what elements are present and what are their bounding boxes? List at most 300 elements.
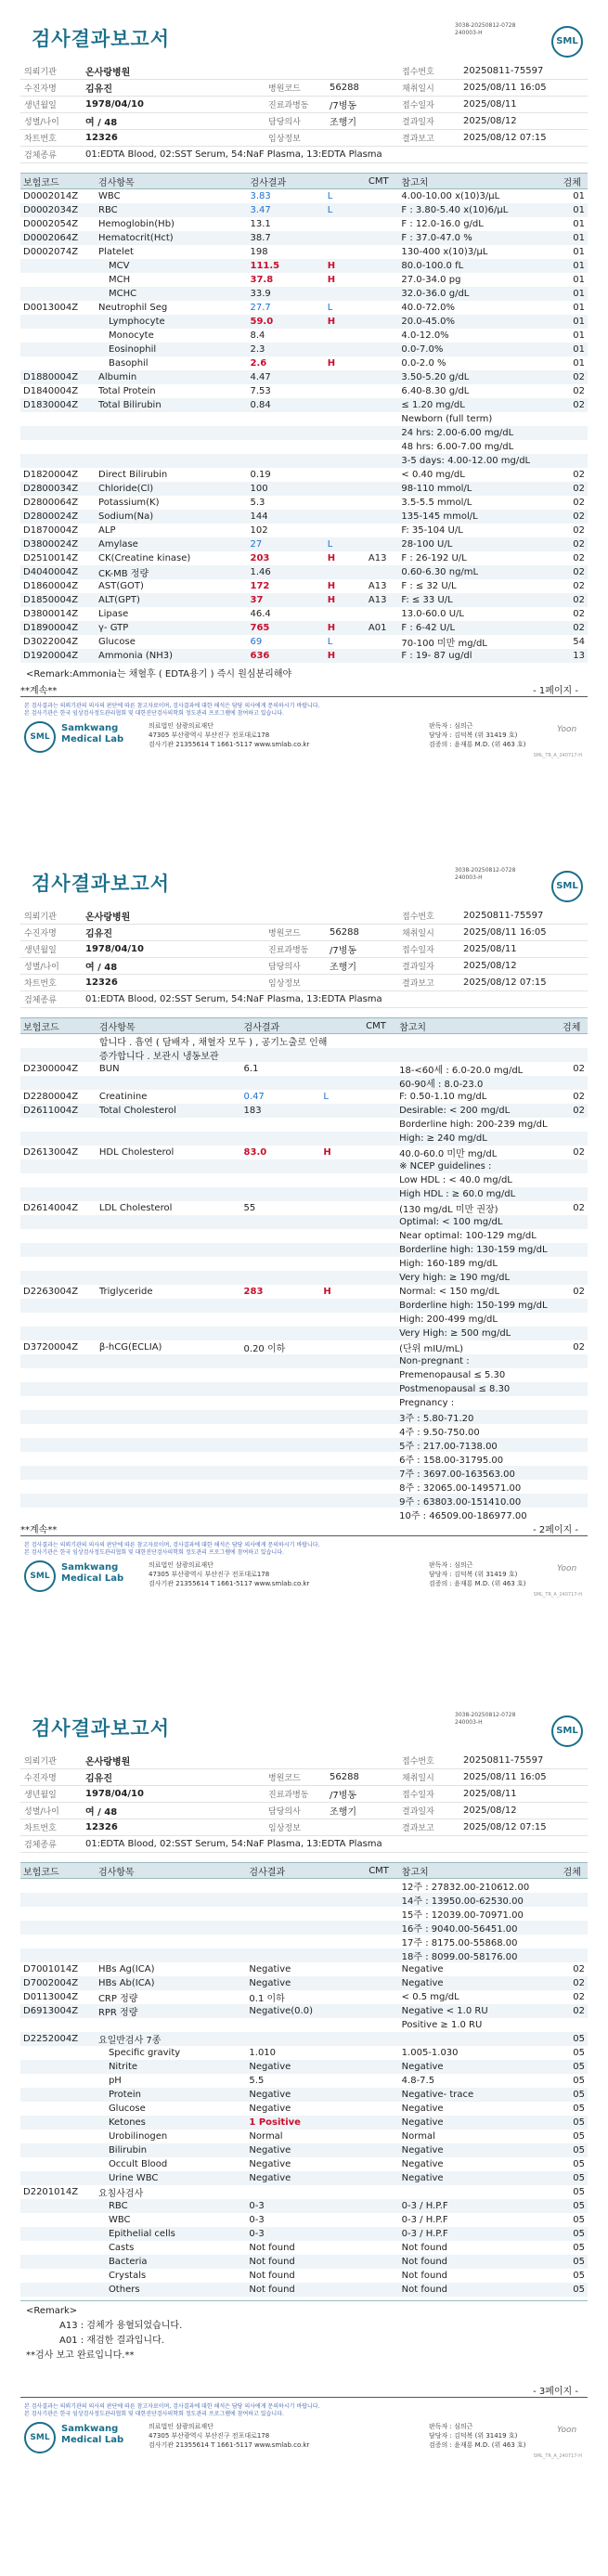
test-code xyxy=(20,1368,97,1382)
test-name: Protein xyxy=(96,2088,246,2102)
test-code: D4040004Z xyxy=(20,565,96,579)
test-result xyxy=(241,1215,321,1229)
specimen-code xyxy=(560,1396,588,1410)
test-code xyxy=(20,1907,96,1921)
result-comment xyxy=(366,398,399,412)
reference-range: F: 35-104 U/L xyxy=(401,525,463,536)
reference-range: 4.0-12.0% xyxy=(401,330,449,341)
test-result: Negative xyxy=(249,2104,291,2114)
result-comment xyxy=(363,1215,396,1229)
table-row xyxy=(20,1187,588,1201)
result-comment xyxy=(363,1076,396,1090)
page-number: **계속** - 2페이지 - xyxy=(20,1521,588,1536)
result-flag xyxy=(326,2241,367,2255)
specimen-code: 05 xyxy=(561,2088,588,2102)
test-code xyxy=(20,1229,97,1243)
reference-range: Negative xyxy=(399,2143,561,2157)
reference-range: 0.0-7.0% xyxy=(398,343,560,356)
result-flag: L xyxy=(323,1092,329,1102)
result-comment xyxy=(366,217,399,231)
test-code xyxy=(20,2283,96,2297)
test-result: Not found xyxy=(249,2271,295,2281)
result-flag xyxy=(326,2283,367,2297)
test-code: D2263004Z xyxy=(23,1287,79,1297)
result-flag xyxy=(325,343,366,356)
form-code: SML_TR_A_240717-H xyxy=(533,1592,582,1598)
test-result: 1 Positive xyxy=(246,2116,325,2129)
result-flag xyxy=(326,2004,367,2018)
reference-range: Pregnancy : xyxy=(399,1398,455,1408)
test-name xyxy=(96,1893,246,1907)
specimen-code xyxy=(560,1452,588,1466)
result-comment xyxy=(366,482,399,496)
test-name xyxy=(97,1424,241,1438)
table-row xyxy=(20,2199,588,2213)
reference-range: F: 0.50-1.10 mg/dL xyxy=(399,1092,487,1102)
specimen-code: 02 xyxy=(573,1342,585,1353)
specimen-code: 02 xyxy=(561,370,588,384)
test-code: D7002004Z xyxy=(20,1976,96,1990)
result-flag: L xyxy=(327,637,333,647)
result-comment xyxy=(366,426,399,440)
specimen-code: 05 xyxy=(573,2187,585,2197)
specimen-code: 01 xyxy=(561,231,588,245)
test-result xyxy=(241,1229,321,1243)
table-row xyxy=(20,524,588,537)
specimen-code xyxy=(561,426,588,440)
test-result: Negative xyxy=(246,2171,325,2185)
table-row xyxy=(20,2060,588,2074)
result-comment xyxy=(366,231,399,245)
result-comment xyxy=(366,454,399,468)
reference-range: 3-5 days: 4.00-12.00 mg/dL xyxy=(398,454,560,468)
specimen-code: 01 xyxy=(573,275,585,285)
result-comment xyxy=(366,1879,398,1894)
test-result xyxy=(241,1299,321,1313)
specimen-code: 02 xyxy=(561,510,588,524)
reference-range: 80.0-100.0 fL xyxy=(398,259,560,273)
test-result: 0.1 이하 xyxy=(249,1994,285,2004)
test-name: LDL Cholesterol xyxy=(98,1203,173,1213)
result-flag: L xyxy=(325,537,366,551)
table-row xyxy=(20,1062,588,1076)
table-row xyxy=(20,1118,588,1132)
result-comment xyxy=(366,1893,398,1907)
table-row xyxy=(20,1132,588,1146)
table-row xyxy=(20,2213,588,2227)
table-row xyxy=(20,2241,588,2255)
test-name xyxy=(97,1299,241,1313)
table-row xyxy=(20,1907,588,1921)
reference-range: Normal xyxy=(401,2131,435,2142)
reference-range: F : 26-192 U/L xyxy=(401,553,467,563)
result-flag xyxy=(325,426,366,440)
test-result: Negative xyxy=(246,2143,325,2157)
test-name xyxy=(97,1257,241,1271)
reference-range: 3.50-5.20 g/dL xyxy=(398,370,560,384)
test-result xyxy=(247,440,324,454)
test-result: 3.83 xyxy=(250,191,271,201)
test-name: RBC xyxy=(96,203,247,217)
remark-continued: 합니다 . 흡연 ( 담배자 , 채혈자 모두 ) , 공기노출로 인해 xyxy=(98,1038,328,1048)
test-code xyxy=(20,1271,97,1285)
test-name xyxy=(97,1508,241,1521)
test-result: 8.4 xyxy=(250,330,265,341)
specimen-code xyxy=(561,454,588,468)
table-row xyxy=(20,231,588,245)
test-result: 37 xyxy=(247,593,324,607)
test-result xyxy=(241,1424,321,1438)
test-name: Crystals xyxy=(108,2271,147,2281)
test-code: D2611004Z xyxy=(20,1104,97,1118)
test-code xyxy=(20,2157,96,2171)
chart-number: 12326 xyxy=(82,130,265,147)
test-result: Normal xyxy=(249,2131,283,2142)
table-row xyxy=(20,2074,588,2088)
specimen-code: 02 xyxy=(573,609,585,619)
result-flag xyxy=(326,2060,367,2074)
reference-range: 20.0-45.0% xyxy=(398,315,560,329)
result-flag xyxy=(320,1271,363,1285)
test-name: Ammonia (NH3) xyxy=(96,649,247,663)
result-comment xyxy=(366,2171,398,2185)
test-name: Others xyxy=(96,2283,246,2297)
test-code xyxy=(20,2171,96,2185)
table-row xyxy=(20,370,588,384)
test-name: Amylase xyxy=(96,537,247,551)
specimen-code: 02 xyxy=(573,498,585,508)
test-name: 요일반검사 7종 xyxy=(96,2032,246,2046)
result-flag: H xyxy=(327,581,336,591)
test-code xyxy=(20,1438,97,1452)
test-code xyxy=(20,356,96,370)
test-result: 0.84 xyxy=(247,398,324,412)
table-row xyxy=(20,565,588,579)
table-row xyxy=(20,245,588,259)
test-result: 0-3 xyxy=(249,2215,265,2225)
reference-range: < 0.40 mg/dL xyxy=(401,470,465,480)
test-name: Lymphocyte xyxy=(96,315,247,329)
test-result: Negative xyxy=(246,2060,325,2074)
hospital-name: 온사랑병원 xyxy=(82,908,398,925)
test-result: 69 xyxy=(250,637,263,647)
table-row xyxy=(20,468,588,482)
result-comment xyxy=(363,1146,396,1159)
test-name: Glucose xyxy=(98,637,136,647)
table-row xyxy=(20,2269,588,2283)
test-result xyxy=(241,1368,321,1382)
table-row xyxy=(20,593,588,607)
reference-range: (130 mg/dL 미만 권장) xyxy=(399,1205,498,1215)
test-result: 0-3 xyxy=(246,2227,325,2241)
test-name: CK(Creatine kinase) xyxy=(98,553,191,563)
test-result: 6.1 xyxy=(243,1064,259,1074)
test-result xyxy=(241,1452,321,1466)
test-name: Epithelial cells xyxy=(96,2227,246,2241)
test-result: 198 xyxy=(250,247,268,257)
test-result: 183 xyxy=(241,1104,321,1118)
table-row xyxy=(20,537,588,551)
reference-range: Normal: < 150 mg/dL xyxy=(399,1287,500,1297)
reference-range: Negative xyxy=(401,2159,444,2169)
specimen-code xyxy=(560,1271,588,1285)
test-code: D2201014Z xyxy=(23,2187,79,2197)
footer-notice: 본 검사결과는 의뢰기관의 의사의 판단에 따른 참고자료이며, 검사결과에 대한 해석은 담당 의사에게 문의하시기 바랍니다. 본 검사기관은 한국 임상검사정도관리협회 및 대한진단검사의학회 정도관리 프로그램에 참여하고 있습니다. xyxy=(24,703,320,717)
test-name: MCH xyxy=(109,275,131,285)
hospital-name: 온사랑병원 xyxy=(82,63,398,80)
result-comment xyxy=(366,510,399,524)
specimen-code: 02 xyxy=(573,581,585,591)
page-number: **계속** - 1페이지 - xyxy=(20,682,588,697)
footer-notice: 본 검사결과는 의뢰기관의 의사의 판단에 따른 참고자료이며, 검사결과에 대한 해석은 담당 의사에게 문의하시기 바랍니다. 본 검사기관은 한국 임상검사정도관리협회 및 대한진단검사의학회 정도관리 프로그램에 참여하고 있습니다. xyxy=(24,2403,320,2417)
test-code xyxy=(20,2213,96,2227)
specimen-code: 02 xyxy=(573,386,585,396)
specimen-code: 01 xyxy=(561,203,588,217)
reference-range: High: 160-189 mg/dL xyxy=(399,1259,498,1269)
remark-block: <Remark> A13 : 검체가 용혈되었습니다. A01 : 재검한 결과입니다. **검사 보고 완료입니다.** xyxy=(20,2300,588,2366)
result-comment xyxy=(363,1452,396,1466)
test-name: Triglyceride xyxy=(98,1287,153,1297)
result-flag xyxy=(320,1159,363,1173)
reference-range: Negative xyxy=(399,2060,561,2074)
patient-info-table: 의뢰기관 온사랑병원 접수번호 20250811-75597 수진자명 김유진 병원코드 56288 채취일시 2025/08/11 16:05 생년월일 1978/04/10 진료과병동 /7병동 접수일자 2025/08/11 성별/나이 여 / 48 담당의사 조행기 결과일자 2025/08/12 차트번호 12326 임상정보 결과보고 2025/08/12 07:15 검체종류 01:EDTA Blood, 02:SST Serum, 54:NaF Plasma, 13:EDTA Plasma xyxy=(20,63,588,163)
table-row xyxy=(20,412,588,426)
specimen-code: 02 xyxy=(573,525,585,536)
result-flag xyxy=(320,1201,363,1215)
test-name: Sodium(Na) xyxy=(96,510,247,524)
result-comment xyxy=(366,2227,398,2241)
report-header xyxy=(20,1689,588,1747)
specimen-code xyxy=(560,1382,588,1396)
table-row xyxy=(20,217,588,231)
specimen-code: 01 xyxy=(573,247,585,257)
test-code: D2510014Z xyxy=(23,553,79,563)
test-name: Basophil xyxy=(109,358,149,369)
test-code xyxy=(20,343,96,356)
specimen-code xyxy=(560,1257,588,1271)
table-row xyxy=(20,1201,588,1215)
table-row xyxy=(20,1879,588,1894)
table-row xyxy=(20,301,588,315)
department: /7병동 xyxy=(326,97,398,113)
test-name: γ- GTP xyxy=(96,621,247,635)
reference-range: 70-100 미만 mg/dL xyxy=(401,639,487,649)
test-code xyxy=(20,2241,96,2255)
reference-range: Not found xyxy=(399,2283,561,2297)
result-flag xyxy=(325,245,366,259)
hospital-code: 56288 xyxy=(326,80,398,97)
table-row xyxy=(20,203,588,217)
test-name: Hematocrit(Hct) xyxy=(96,231,247,245)
test-name: ALP xyxy=(98,525,116,536)
specimen-code xyxy=(561,1921,588,1935)
test-name xyxy=(97,1173,241,1187)
test-code: D2800024Z xyxy=(20,510,96,524)
reference-range: F : 6-42 U/L xyxy=(398,621,560,635)
result-flag xyxy=(326,2171,367,2185)
doctor-name: 조행기 xyxy=(326,113,398,130)
test-code xyxy=(20,2018,96,2032)
test-result xyxy=(241,1438,321,1452)
table-row xyxy=(20,2018,588,2032)
test-name: Hemoglobin(Hb) xyxy=(98,219,175,229)
test-name: Total Cholesterol xyxy=(97,1104,241,1118)
test-result xyxy=(246,2032,325,2046)
test-name xyxy=(96,440,247,454)
table-row xyxy=(20,2255,588,2269)
reference-range: Very high: ≥ 190 mg/dL xyxy=(396,1271,560,1285)
specimen-code: 54 xyxy=(573,637,585,647)
result-flag xyxy=(320,1299,363,1313)
result-comment xyxy=(366,649,399,663)
doctor-name: 조행기 xyxy=(326,1803,398,1819)
result-comment xyxy=(366,1921,398,1935)
table-row xyxy=(20,2129,588,2143)
test-result xyxy=(241,1354,321,1368)
test-code xyxy=(20,1921,96,1935)
table-row xyxy=(20,2102,588,2116)
table-row xyxy=(20,1396,588,1410)
test-code: D0002064Z xyxy=(20,231,96,245)
reference-range: Premenopausal ≤ 5.30 xyxy=(399,1370,506,1380)
specimen-code xyxy=(561,412,588,426)
specimen-code: 02 xyxy=(573,1287,585,1297)
specimen-code: 01 xyxy=(573,358,585,369)
result-comment xyxy=(366,1990,398,2004)
result-comment xyxy=(363,1299,396,1313)
test-code xyxy=(20,2116,96,2129)
test-result xyxy=(241,1132,321,1146)
report-footer xyxy=(20,2401,588,2457)
table-row xyxy=(20,1271,588,1285)
table-row xyxy=(20,1990,588,2004)
result-comment xyxy=(363,1480,396,1494)
test-code xyxy=(20,2129,96,2143)
lab-address: 의료법인 삼광의료재단 47305 부산광역시 부산진구 전포대로178 검사기관 21355614 T 1661-5117 www.smlab.co.kr xyxy=(149,1561,310,1587)
reference-range: 4.8-7.5 xyxy=(401,2076,435,2086)
signature-mark: Yoon xyxy=(557,725,577,734)
result-flag xyxy=(326,2227,367,2241)
specimen-code xyxy=(560,1438,588,1452)
test-code xyxy=(20,1132,97,1146)
test-name: Creatinine xyxy=(98,1092,148,1102)
table-row xyxy=(20,482,588,496)
reference-range: 15주 : 12039.00-70971.00 xyxy=(401,1910,524,1921)
test-name: Urobilinogen xyxy=(108,2131,168,2142)
result-flag xyxy=(320,1132,363,1146)
table-row xyxy=(20,1340,588,1354)
reference-range: 18-<60세 : 6.0-20.0 mg/dL xyxy=(399,1066,524,1076)
test-name xyxy=(96,454,247,468)
test-result: 0.19 xyxy=(250,470,271,480)
table-row xyxy=(20,1480,588,1494)
test-code xyxy=(20,1879,96,1894)
specimen-code: 05 xyxy=(573,2215,585,2225)
specimen-code xyxy=(560,1354,588,1368)
result-flag xyxy=(326,2143,367,2157)
result-comment xyxy=(366,2116,398,2129)
report-footer xyxy=(20,1540,588,1596)
test-result xyxy=(241,1159,321,1173)
reference-range: F : ≤ 32 U/L xyxy=(401,581,457,591)
result-flag: L xyxy=(327,191,333,201)
reference-range: 6주 : 158.00-31795.00 xyxy=(399,1456,504,1466)
result-flag xyxy=(325,440,366,454)
sml-logo-icon: SML xyxy=(24,721,56,753)
test-code xyxy=(20,1396,97,1410)
test-code: D2252004Z xyxy=(20,2032,96,2046)
reference-range: Not found xyxy=(401,2243,448,2253)
report-date: 2025/08/12 xyxy=(459,958,588,975)
test-name: Neutrophil Seg xyxy=(98,303,168,313)
result-comment xyxy=(366,537,399,551)
test-name xyxy=(97,1327,241,1340)
test-code: D2800034Z xyxy=(20,482,96,496)
result-flag xyxy=(326,2032,367,2046)
result-flag xyxy=(326,2088,367,2102)
table-row xyxy=(20,1494,588,1508)
test-name: BUN xyxy=(98,1064,120,1074)
test-name: Nitrite xyxy=(96,2060,246,2074)
test-result xyxy=(241,1243,321,1257)
test-name: RBC xyxy=(96,2199,246,2213)
footer-notice: 본 검사결과는 의뢰기관의 의사의 판단에 따른 참고자료이며, 검사결과에 대한 해석은 담당 의사에게 문의하시기 바랍니다. 본 검사기관은 한국 임상검사정도관리협회 및 대한진단검사의학회 정도관리 프로그램에 참여하고 있습니다. xyxy=(24,1542,320,1556)
sml-logo-icon: SML xyxy=(24,2422,56,2453)
result-flag xyxy=(320,1062,363,1076)
accession-number: 20250811-75597 xyxy=(459,908,588,925)
test-result xyxy=(241,1257,321,1271)
test-code xyxy=(20,1243,97,1257)
test-result: 0.20 이하 xyxy=(243,1344,286,1354)
specimen-code: 02 xyxy=(573,553,585,563)
table-row xyxy=(20,343,588,356)
test-result: 283 xyxy=(243,1287,264,1297)
reference-range: 98-110 mmol/L xyxy=(398,482,560,496)
reference-range: 18주 : 8099.00-58176.00 xyxy=(399,1948,561,1962)
patient-info-table: 의뢰기관 온사랑병원 접수번호 20250811-75597 수진자명 김유진 병원코드 56288 채취일시 2025/08/11 16:05 생년월일 1978/04/10 진료과병동 /7병동 접수일자 2025/08/11 성별/나이 여 / 48 담당의사 조행기 결과일자 2025/08/12 차트번호 12326 임상정보 결과보고 2025/08/12 07:15 검체종류 01:EDTA Blood, 02:SST Serum, 54:NaF Plasma, 13:EDTA Plasma xyxy=(20,908,588,1008)
signature-mark: Yoon xyxy=(557,1564,577,1573)
table-row xyxy=(20,273,588,287)
sex-age: 여 / 48 xyxy=(82,958,265,975)
collect-datetime: 2025/08/11 16:05 xyxy=(459,80,588,97)
test-code xyxy=(20,1410,97,1424)
result-comment xyxy=(366,1976,398,1990)
test-code: D0002034Z xyxy=(20,203,96,217)
reference-range: 24 hrs: 2.00-6.00 mg/dL xyxy=(398,426,560,440)
result-comment xyxy=(366,2213,398,2227)
result-flag xyxy=(325,384,366,398)
test-result: Not found xyxy=(246,2255,325,2269)
reference-range: 3주 : 5.80-71.20 xyxy=(396,1410,560,1424)
test-name xyxy=(97,1132,241,1146)
lab-brand: Samkwang Medical Lab xyxy=(61,2424,124,2445)
result-comment xyxy=(366,2283,398,2297)
result-flag xyxy=(325,412,366,426)
clinical-info xyxy=(326,975,398,991)
result-flag xyxy=(320,1466,363,1480)
table-row xyxy=(20,1313,588,1327)
specimen-code xyxy=(560,1132,588,1146)
test-result: 46.4 xyxy=(250,609,271,619)
remark-a01: A01 : 재검한 결과입니다. xyxy=(59,2336,164,2346)
test-name: Glucose xyxy=(108,2104,146,2114)
result-comment: A13 xyxy=(368,581,387,591)
test-result xyxy=(241,1327,321,1340)
test-code: D7001014Z xyxy=(23,1964,79,1974)
test-code: D1920004Z xyxy=(20,649,96,663)
test-result: 7.53 xyxy=(250,386,271,396)
specimen-code: 02 xyxy=(573,1964,585,1974)
